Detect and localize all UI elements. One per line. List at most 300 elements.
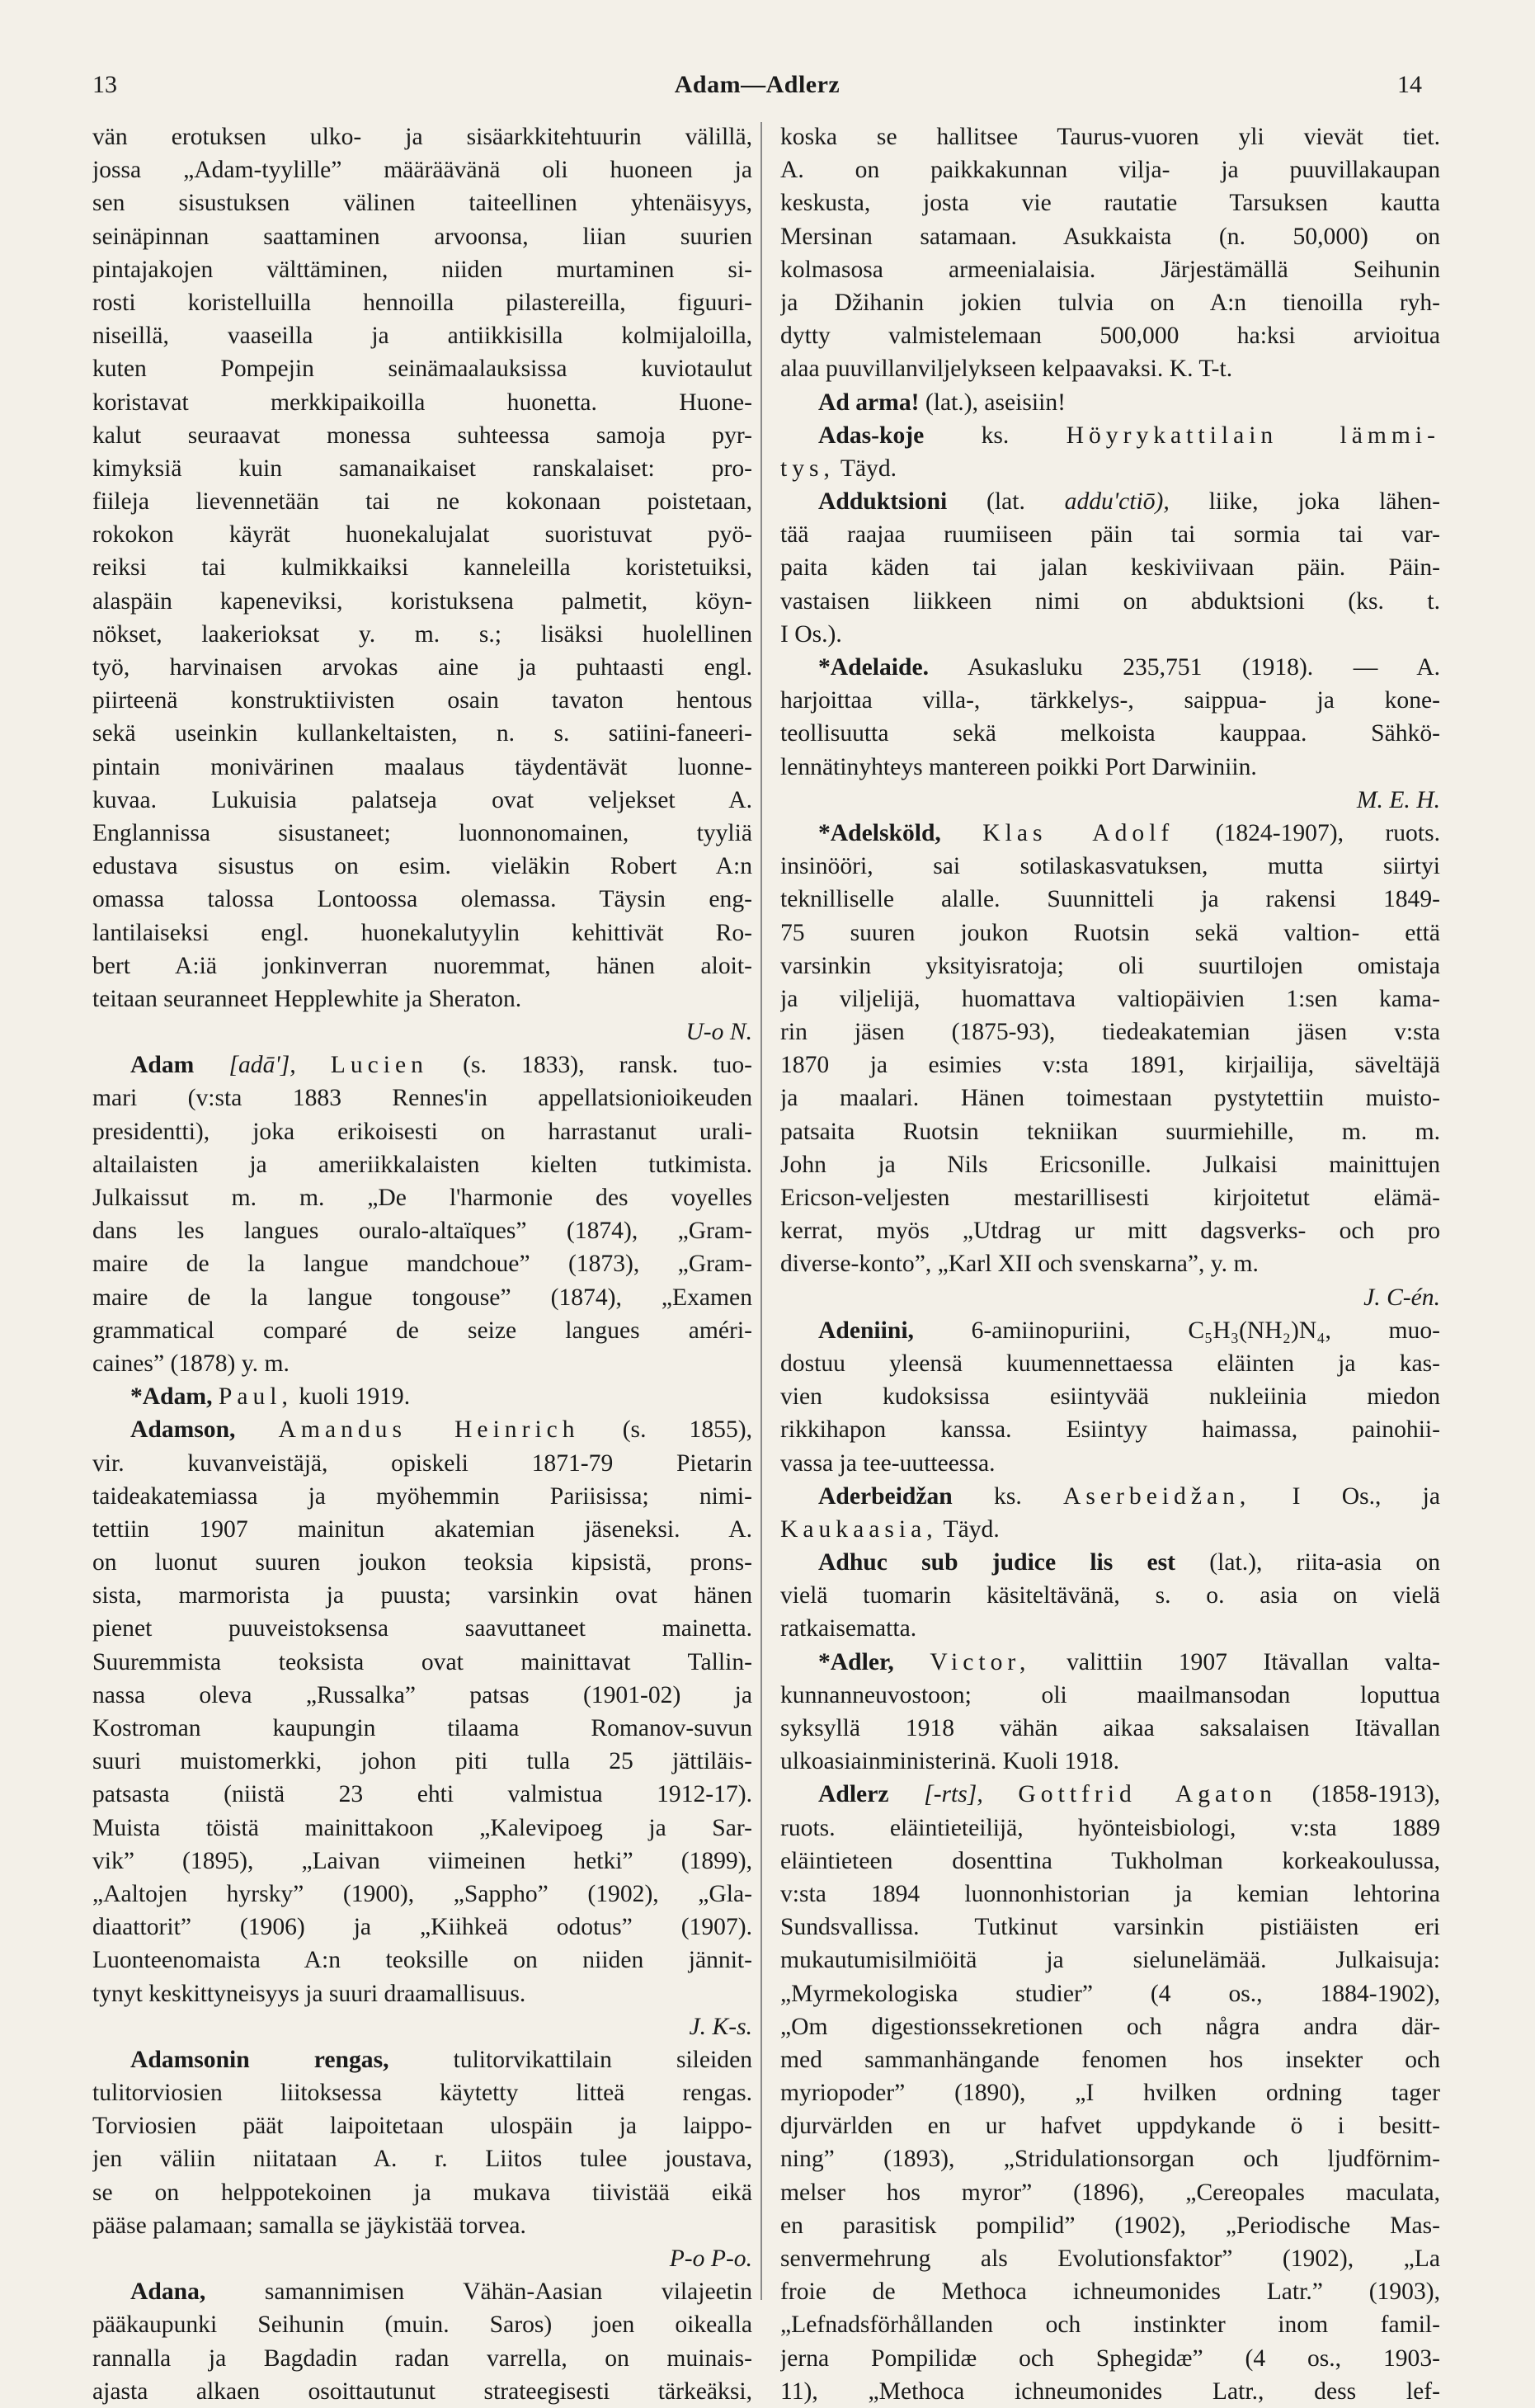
text: lennätinyhteys mantereen poikki Port Darwiniin. (780, 753, 1257, 780)
text-line (92, 784, 752, 817)
text: vassa ja tee-uutteessa. (780, 1449, 996, 1477)
headword: *Adelsköld, (818, 819, 941, 846)
spaced-name: Paul, (218, 1383, 293, 1411)
text: „Myrmekologiska studier” (4 os., 1884-1902), (780, 1980, 1440, 2007)
author-signature (780, 1281, 1440, 1314)
pronunciation: [adā'], (228, 1052, 296, 1079)
text: froie de Methoca ichneumonides Latr.” (1903), (780, 2278, 1440, 2306)
text: dytty valmistelemaan 500,000 ha:ksi arvioitua (780, 323, 1440, 350)
text: seinäpinnan saattaminen arvoonsa, liian suurien (92, 223, 752, 250)
text: ning” (1893), „Stridulationsorgan och ljudförnim- (780, 2146, 1440, 2173)
text-line (780, 2308, 1440, 2341)
text-line (92, 1480, 752, 1513)
text: maire de la langue tongouse” (1874), „Examen (92, 1284, 752, 1311)
text-line (780, 917, 1440, 950)
text-line (92, 352, 752, 385)
text: senvermehrung als Evolutionsfaktor” (1902), „La (780, 2245, 1440, 2272)
text-line (92, 817, 752, 850)
text: piirteenä konstruktiivisten osain tavaton hentous (92, 687, 752, 714)
text: reiksi tai kulmikkaiksi kanneleilla koristetuiksi, (92, 554, 752, 582)
text-line (780, 1447, 1440, 1480)
text-line (780, 618, 1440, 651)
text: Suuremmista teoksista ovat mainittavat Tallin- (92, 1648, 752, 1675)
text: sen sisustuksen välinen taiteellinen yhtenäisyys, (92, 190, 752, 217)
text-line (92, 1812, 752, 1845)
text: (lat. (986, 488, 1025, 516)
right-column (780, 120, 1440, 2408)
entry-headword-line (780, 1314, 1440, 1347)
entry-headword-line (780, 1480, 1440, 1513)
spaced-name: Höyrykattilain lämmi- (1066, 422, 1440, 449)
text: tynyt keskittyneisyys ja suuri draamallisuus. (92, 1980, 526, 2007)
text: niseillä, vaaseilla ja antiikkisilla kolmijaloilla, (92, 323, 752, 350)
page-number-right: 14 (1397, 71, 1422, 98)
text: ruots. eläintieteilijä, hyönteisbiologi, v:sta 1889 (780, 1814, 1440, 1841)
text-line (780, 2176, 1440, 2209)
text-line (92, 618, 752, 651)
text: se on helppotekoinen ja mukava tiivistää eikä (92, 2179, 752, 2206)
text-line (92, 1778, 752, 1811)
entry-headword-line (92, 2275, 752, 2308)
text-line (92, 186, 752, 219)
entry-headword-line (92, 1048, 752, 1081)
text: Muista töistä mainittakoon „Kalevipoeg ja Sar- (92, 1814, 752, 1841)
headword: Aderbeidžan (818, 1482, 953, 1510)
text-line (92, 1081, 752, 1114)
text-line (780, 717, 1440, 750)
headword: Ad arma! (818, 389, 920, 416)
text-line (780, 1347, 1440, 1380)
text-line (92, 1214, 752, 1247)
text: kolmasosa armeenialaisia. Järjestämällä Seihunin (780, 256, 1440, 283)
text-line (780, 2242, 1440, 2275)
text-line (780, 220, 1440, 253)
text-line (780, 253, 1440, 286)
text: Asukasluku 235,751 (1918). — A. (967, 654, 1440, 681)
text: I Os.). (780, 620, 842, 648)
author-signature (780, 784, 1440, 817)
text-line (780, 2375, 1440, 2408)
text-line (780, 551, 1440, 584)
text-line (92, 1247, 752, 1280)
text-line (92, 651, 752, 684)
text-line (92, 1944, 752, 1977)
column-divider (760, 122, 762, 2300)
text-line (780, 1115, 1440, 1148)
text-line (780, 2043, 1440, 2076)
text: dostuu yleensä kuumennettaessa eläinten ja kas- (780, 1350, 1440, 1377)
author-signature (92, 2242, 752, 2275)
text: ajasta alkaen osoittautunut strateegisesti tärkeäksi, (92, 2377, 752, 2405)
text: koska se hallitsee Taurus-vuoren yli vievät tiet. (780, 124, 1440, 150)
text-line (92, 1148, 752, 1181)
text-line (780, 883, 1440, 916)
text-line (780, 1812, 1440, 1845)
text: omassa talossa Lontoossa olemassa. Täysin eng- (92, 886, 752, 913)
headword: Adamson, (130, 1416, 236, 1444)
entry-headword-line (92, 1413, 752, 1446)
text-line (780, 684, 1440, 717)
text: (s. 1855), (622, 1416, 752, 1444)
text: v:sta 1894 luonnonhistorian ja kemian lehtorina (780, 1880, 1440, 1907)
text: „Aaltojen hyrsky” (1900), „Sappho” (1902), „Gla- (92, 1880, 752, 1907)
text: alaa puuvillanviljelykseen kelpaavaksi. K. T-t. (780, 356, 1233, 383)
text: I Os., ja (1292, 1482, 1440, 1510)
headword: Adhuc sub judice lis est (818, 1549, 1176, 1576)
text-line (780, 1977, 1440, 2010)
text: Mersinan satamaan. Asukkaista (n. 50,000) on (780, 223, 1440, 250)
text: bert A:iä jonkinverran nuoremmat, hänen aloit- (92, 952, 752, 979)
text: rannalla ja Bagdadin radan varrella, on muinais- (92, 2344, 752, 2372)
spaced-name: tys, (780, 455, 835, 482)
text-line (92, 1878, 752, 1911)
entry-headword-line (780, 1546, 1440, 1579)
text: P-o P-o. (669, 2245, 752, 2272)
text: caines” (1878) y. m. (92, 1350, 290, 1377)
text-line (780, 1081, 1440, 1114)
spaced-name: Kaukaasia, (780, 1515, 938, 1543)
text: M. E. H. (1356, 786, 1440, 813)
entry-headword-line (780, 1646, 1440, 1679)
text-line (780, 518, 1440, 551)
headword: Adam (130, 1052, 195, 1079)
text-line (92, 1612, 752, 1645)
text-line (780, 1247, 1440, 1280)
text-line (780, 1944, 1440, 1977)
text: liike, joka lähen- (1208, 488, 1440, 516)
text: altailaisten ja ameriikkalaisten kielten tutkimista. (92, 1151, 752, 1178)
headword: Adlerz (818, 1781, 889, 1808)
text: paita käden tai jalan keskiviivaan päin. Päin- (780, 554, 1440, 582)
text-line (92, 220, 752, 253)
text-line (92, 751, 752, 784)
text: mukautumisilmiöitä ja sielunelämää. Julkaisuja: (780, 1947, 1440, 1974)
text: grammatical comparé de seize langues améri- (92, 1317, 752, 1344)
text-line (780, 1612, 1440, 1645)
text: pintajakojen välttäminen, niiden murtaminen si- (92, 256, 752, 283)
spaced-name: Lucien (330, 1052, 428, 1079)
text: valittiin 1907 Itävallan valta- (1066, 1648, 1440, 1675)
text: (s. 1833), ransk. tuo- (463, 1052, 752, 1079)
headword: Adamsonin rengas, (130, 2046, 389, 2073)
text-line (92, 2342, 752, 2375)
text: harjoittaa villa-, tärkkelys-, saippua- ja kone- (780, 687, 1440, 714)
text-line (780, 850, 1440, 883)
text-line (92, 1281, 752, 1314)
text: taideakatemiassa ja myöhemmin Pariisissa; nimi- (92, 1482, 752, 1510)
text-line (780, 153, 1440, 186)
text: 75 suuren joukon Ruotsin sekä valtion- että (780, 919, 1440, 946)
text: sekä useinkin kullankeltaisten, n. s. satiini-faneeri- (92, 720, 752, 747)
text: melser hos myror” (1896), „Cereopales maculata, (780, 2179, 1440, 2206)
text: sista, marmorista ja puusta; varsinkin ovat hänen (92, 1582, 752, 1609)
text: mari (v:sta 1883 Rennes'in appellatsionioikeuden (92, 1085, 752, 1112)
headword: Adas-koje (818, 422, 925, 449)
text-line (780, 1214, 1440, 1247)
text: jerna Pompilidæ och Sphegidæ” (4 os., 1903- (780, 2344, 1440, 2372)
text-line (92, 2176, 752, 2209)
text-line (780, 1845, 1440, 1878)
text: Kostroman kaupungin tilaama Romanov-suvun (92, 1715, 752, 1741)
text: varsinkin yksityisratoja; oli suurtilojen omistaja (780, 952, 1440, 979)
text-line (780, 286, 1440, 319)
text-line (780, 1878, 1440, 1911)
text: en parasitisk pompilid” (1902), „Periodische Mas- (780, 2212, 1440, 2239)
text: alaspäin kapeneviksi, koristuksena palmetit, köyn- (92, 587, 752, 615)
text-line (92, 153, 752, 186)
text-line (92, 386, 752, 419)
entry-headword-line (780, 485, 1440, 518)
text-line (780, 950, 1440, 983)
text: djurvärlden en ur hafvet uppdykande ö i besitt- (780, 2113, 1440, 2140)
text: ks. (981, 422, 1010, 449)
text-line (92, 452, 752, 485)
text: presidentti), joka erikoisesti on harrastanut urali- (92, 1118, 752, 1145)
text-line (780, 1016, 1440, 1048)
text: myriopoder” (1890), „I hvilken ordning tager (780, 2080, 1440, 2107)
text-line (780, 1380, 1440, 1413)
text-line (92, 2375, 752, 2408)
text-line (92, 1679, 752, 1712)
text: insinööri, sai sotilaskasvatuksen, mutta siirtyi (780, 853, 1440, 880)
text: ks. (994, 1482, 1022, 1510)
text: fiileja lievennetään tai ne kokonaan poistetaan, (92, 488, 752, 516)
text-line (780, 1712, 1440, 1745)
spaced-name: Amandus Heinrich (278, 1416, 580, 1444)
text: kuoli 1919. (299, 1383, 411, 1411)
text-line (780, 352, 1440, 385)
headword: Adana, (130, 2278, 206, 2306)
text-line (780, 2076, 1440, 2109)
text-line (780, 452, 1440, 485)
text: U-o N. (685, 1019, 752, 1046)
text: kimyksiä kuin samanaikaiset ranskalaiset: pro- (92, 455, 752, 482)
entry-headword-line (92, 2043, 752, 2076)
text-line (780, 585, 1440, 618)
text: Julkaissut m. m. „De l'harmonie des voyelles (92, 1185, 752, 1211)
text-line (92, 1314, 752, 1347)
text-line (92, 717, 752, 750)
text-line (92, 850, 752, 883)
text: diaattorit” (1906) ja „Kiihkeä odotus” (1907). (92, 1914, 752, 1941)
text: pääse palamaan; samalla se jäykistää torvea. (92, 2212, 526, 2239)
text: Täyd. (840, 455, 897, 482)
text-line (92, 2209, 752, 2242)
text: lantilaiseksi engl. huonekalutyylin kehittivät Ro- (92, 919, 752, 946)
text: rin jäsen (1875-93), tiedeakatemian jäsen v:sta (780, 1019, 1440, 1046)
text-line (780, 1579, 1440, 1612)
text-line (92, 485, 752, 518)
text-line (92, 2076, 752, 2109)
text: pintain monivärinen maalaus täydentävät luonne- (92, 753, 752, 780)
text: ja maalari. Hänen toimestaan pystytettiin muisto- (780, 1085, 1440, 1112)
entry-headword-line (780, 419, 1440, 452)
text: rikkihapon kanssa. Esiintyy haimassa, painohii- (780, 1416, 1440, 1444)
text: tää raajaa ruumiiseen päin tai sormia tai var- (780, 521, 1440, 549)
text: ratkaisematta. (780, 1615, 917, 1642)
headword: *Adler, (818, 1648, 894, 1675)
text: nassa oleva „Russalka” patsas (1901-02) ja (92, 1681, 752, 1708)
text: on luonut suuren joukon teoksia kipsistä, prons- (92, 1549, 752, 1576)
text: „Om digestionssekretionen och några andra där- (780, 2013, 1440, 2040)
text-line (780, 1413, 1440, 1446)
text-line (92, 1447, 752, 1480)
text: Luonteenomaista A:n teoksille on niiden jännit- (92, 1947, 752, 1974)
text-line (92, 917, 752, 950)
text: vän erotuksen ulko- ja sisäarkkitehtuurin välillä, (92, 124, 752, 150)
text-line (92, 950, 752, 983)
text: teitaan seuranneet Hepplewhite ja Sheraton. (92, 985, 522, 1012)
text: Täyd. (943, 1515, 1000, 1543)
text: diverse-konto”, „Karl XII och svenskarna”, y. m. (780, 1251, 1259, 1278)
text: rosti koristelluilla hennoilla pilastereilla, figuuri- (92, 289, 752, 316)
text: 1870 ja esimies v:sta 1891, kirjailija, säveltäjä (780, 1052, 1440, 1079)
text: kuvaa. Lukuisia palatseja ovat veljekset A. (92, 786, 752, 813)
text: 11), „Methoca ichneumonides Latr., dess lef- (780, 2377, 1440, 2405)
text: kuten Pompejin seinämaalauksissa kuviotaulut (92, 356, 752, 383)
text: vielä tuomarin käsiteltävänä, s. o. asia on vielä (780, 1582, 1440, 1609)
text-line (92, 1911, 752, 1944)
text-line (92, 419, 752, 452)
text-line (92, 1579, 752, 1612)
headword: Adduktsioni (818, 488, 948, 516)
page-header (92, 71, 1422, 112)
text: teknilliselle alalle. Suunnitteli ja rakensi 1849- (780, 886, 1440, 913)
text: tulitorvikattilain sileiden (453, 2046, 752, 2073)
text-line (780, 2209, 1440, 2242)
pronunciation: [-rts], (924, 1781, 983, 1808)
text-line (92, 1115, 752, 1148)
text-line (92, 983, 752, 1016)
headword: *Adam, (130, 1383, 213, 1411)
spaced-name: Aserbeidžan, (1063, 1482, 1251, 1510)
text: ja viljelijä, huomattava valtiopäivien 1:sen kama- (780, 985, 1440, 1012)
text-line (780, 1181, 1440, 1214)
text: ja Džihanin jokien tulvia on A:n tienoilla ryh- (780, 289, 1440, 316)
text-line (92, 883, 752, 916)
text: (lat.), aseisiin! (925, 389, 1066, 416)
text: A. on paikkakunnan vilja- ja puuvillakaupan (780, 157, 1440, 184)
left-column (92, 120, 752, 2408)
page-title: Adam—Adlerz (674, 71, 840, 98)
spaced-name: Gottfrid Agaton (1018, 1781, 1277, 1808)
text-line (780, 983, 1440, 1016)
text: tettiin 1907 mainitun akatemian jäseneksi. A. (92, 1515, 752, 1543)
text: (1858-1913), (1311, 1781, 1440, 1808)
text: rokokon käyrät huonekalujalat suoristuvat pyö- (92, 521, 752, 549)
text: samannimisen Vähän-Aasian vilajeetin (264, 2278, 752, 2306)
entry-headword-line (780, 386, 1440, 419)
text-line (92, 1977, 752, 2010)
text: vien kudoksissa esiintyvää nukleiinia miedon (780, 1383, 1440, 1411)
text: J. K-s. (689, 2013, 752, 2040)
author-signature (92, 1016, 752, 1048)
text: med sammanhängande fenomen hos insekter och (780, 2046, 1440, 2073)
text-line (780, 1148, 1440, 1181)
text: teollisuutta sekä melkoista kauppaa. Sähkö- (780, 720, 1440, 747)
headword: *Adelaide. (818, 654, 929, 681)
text-line (92, 286, 752, 319)
text-line (92, 1646, 752, 1679)
text-line (780, 1911, 1440, 1944)
text: syksyllä 1918 vähän aikaa saksalaisen Itävallan (780, 1715, 1440, 1741)
text-line (92, 2308, 752, 2341)
text-line (92, 1347, 752, 1380)
text-line (780, 2109, 1440, 2142)
text-line (92, 253, 752, 286)
entry-headword-line (92, 1380, 752, 1413)
pronunciation: addu'ctiō), (1064, 488, 1170, 516)
text: eläintieteen dosenttina Tukholman korkeakoulussa, (780, 1847, 1440, 1874)
text: Torviosien päät laipoitetaan ulospäin ja laippo- (92, 2113, 752, 2140)
text: vastaisen liikkeen nimi on abduktsioni (ks. t. (780, 587, 1440, 615)
text: nökset, laakerioksat y. m. s.; lisäksi huolellinen (92, 620, 752, 648)
text-line (92, 1181, 752, 1214)
text: kerrat, myös „Utdrag ur mitt dagsverks- och pro (780, 1218, 1440, 1245)
text-line (92, 2142, 752, 2175)
text-line (92, 120, 752, 153)
page-number-left: 13 (92, 71, 117, 98)
author-signature (92, 2010, 752, 2043)
text-line (780, 1513, 1440, 1546)
text: „Lefnadsförhållanden och instinkter inom famil- (780, 2311, 1440, 2339)
text: kunnanneuvostoon; oli maailmansodan loputtua (780, 1681, 1440, 1708)
text-line (92, 585, 752, 618)
text-line (780, 2142, 1440, 2175)
text: vir. kuvanveistäjä, opiskeli 1871-79 Pietarin (92, 1449, 752, 1477)
text: patsasta (niistä 23 ehti valmistua 1912-17). (92, 1781, 752, 1808)
text-line (780, 2275, 1440, 2308)
entry-headword-line (780, 817, 1440, 850)
text: (lat.), riita-asia on (1209, 1549, 1440, 1576)
text: koristavat merkkipaikoilla huonetta. Huone- (92, 389, 752, 416)
text-line (780, 319, 1440, 352)
spaced-name: Victor, (930, 1648, 1031, 1675)
text-line (92, 518, 752, 551)
text: Englannissa sisustaneet; luonnonomainen, tyyliä (92, 819, 752, 846)
text-line (92, 1745, 752, 1778)
text: jen väliin niitataan A. r. Liitos tulee joustava, (92, 2146, 752, 2173)
text-line (92, 1712, 752, 1745)
text-line (780, 1679, 1440, 1712)
text: John ja Nils Ericsonille. Julkaisi mainittujen (780, 1151, 1440, 1178)
text-line (780, 2010, 1440, 2043)
headword: Adeniini, (818, 1317, 914, 1344)
text: keskusta, josta vie rautatie Tarsuksen kautta (780, 190, 1440, 217)
text: patsaita Ruotsin tekniikan suurmiehille, m. m. (780, 1118, 1440, 1145)
text: ulkoasiainministerinä. Kuoli 1918. (780, 1748, 1119, 1775)
text: Sundsvallissa. Tutkinut varsinkin pistiäisten eri (780, 1914, 1440, 1941)
text: dans les langues ouralo-altaïques” (1874), „Gram- (92, 1218, 752, 1245)
text-line (92, 319, 752, 352)
text-line (780, 186, 1440, 219)
entry-headword-line (780, 651, 1440, 684)
text: työ, harvinaisen arvokas aine ja puhtaasti engl. (92, 654, 752, 681)
text: tulitorviosien liitoksessa käytetty litteä rengas. (92, 2080, 752, 2107)
text-line (780, 120, 1440, 153)
entry-headword-line (780, 1778, 1440, 1811)
text: 6-amiinopuriini, C₅H₃(NH₂)N₄, muo- (971, 1317, 1440, 1344)
spaced-name: Klas Adolf (982, 819, 1175, 846)
text-line (92, 1513, 752, 1546)
text: edustava sisustus on esim. vieläkin Robert A:n (92, 853, 752, 880)
text: J. C-én. (1363, 1284, 1440, 1311)
text-line (780, 1048, 1440, 1081)
text-line (92, 2109, 752, 2142)
text-line (92, 551, 752, 584)
text-line (92, 1546, 752, 1579)
text: kalut seuraavat monessa suhteessa samoja pyr- (92, 422, 752, 449)
